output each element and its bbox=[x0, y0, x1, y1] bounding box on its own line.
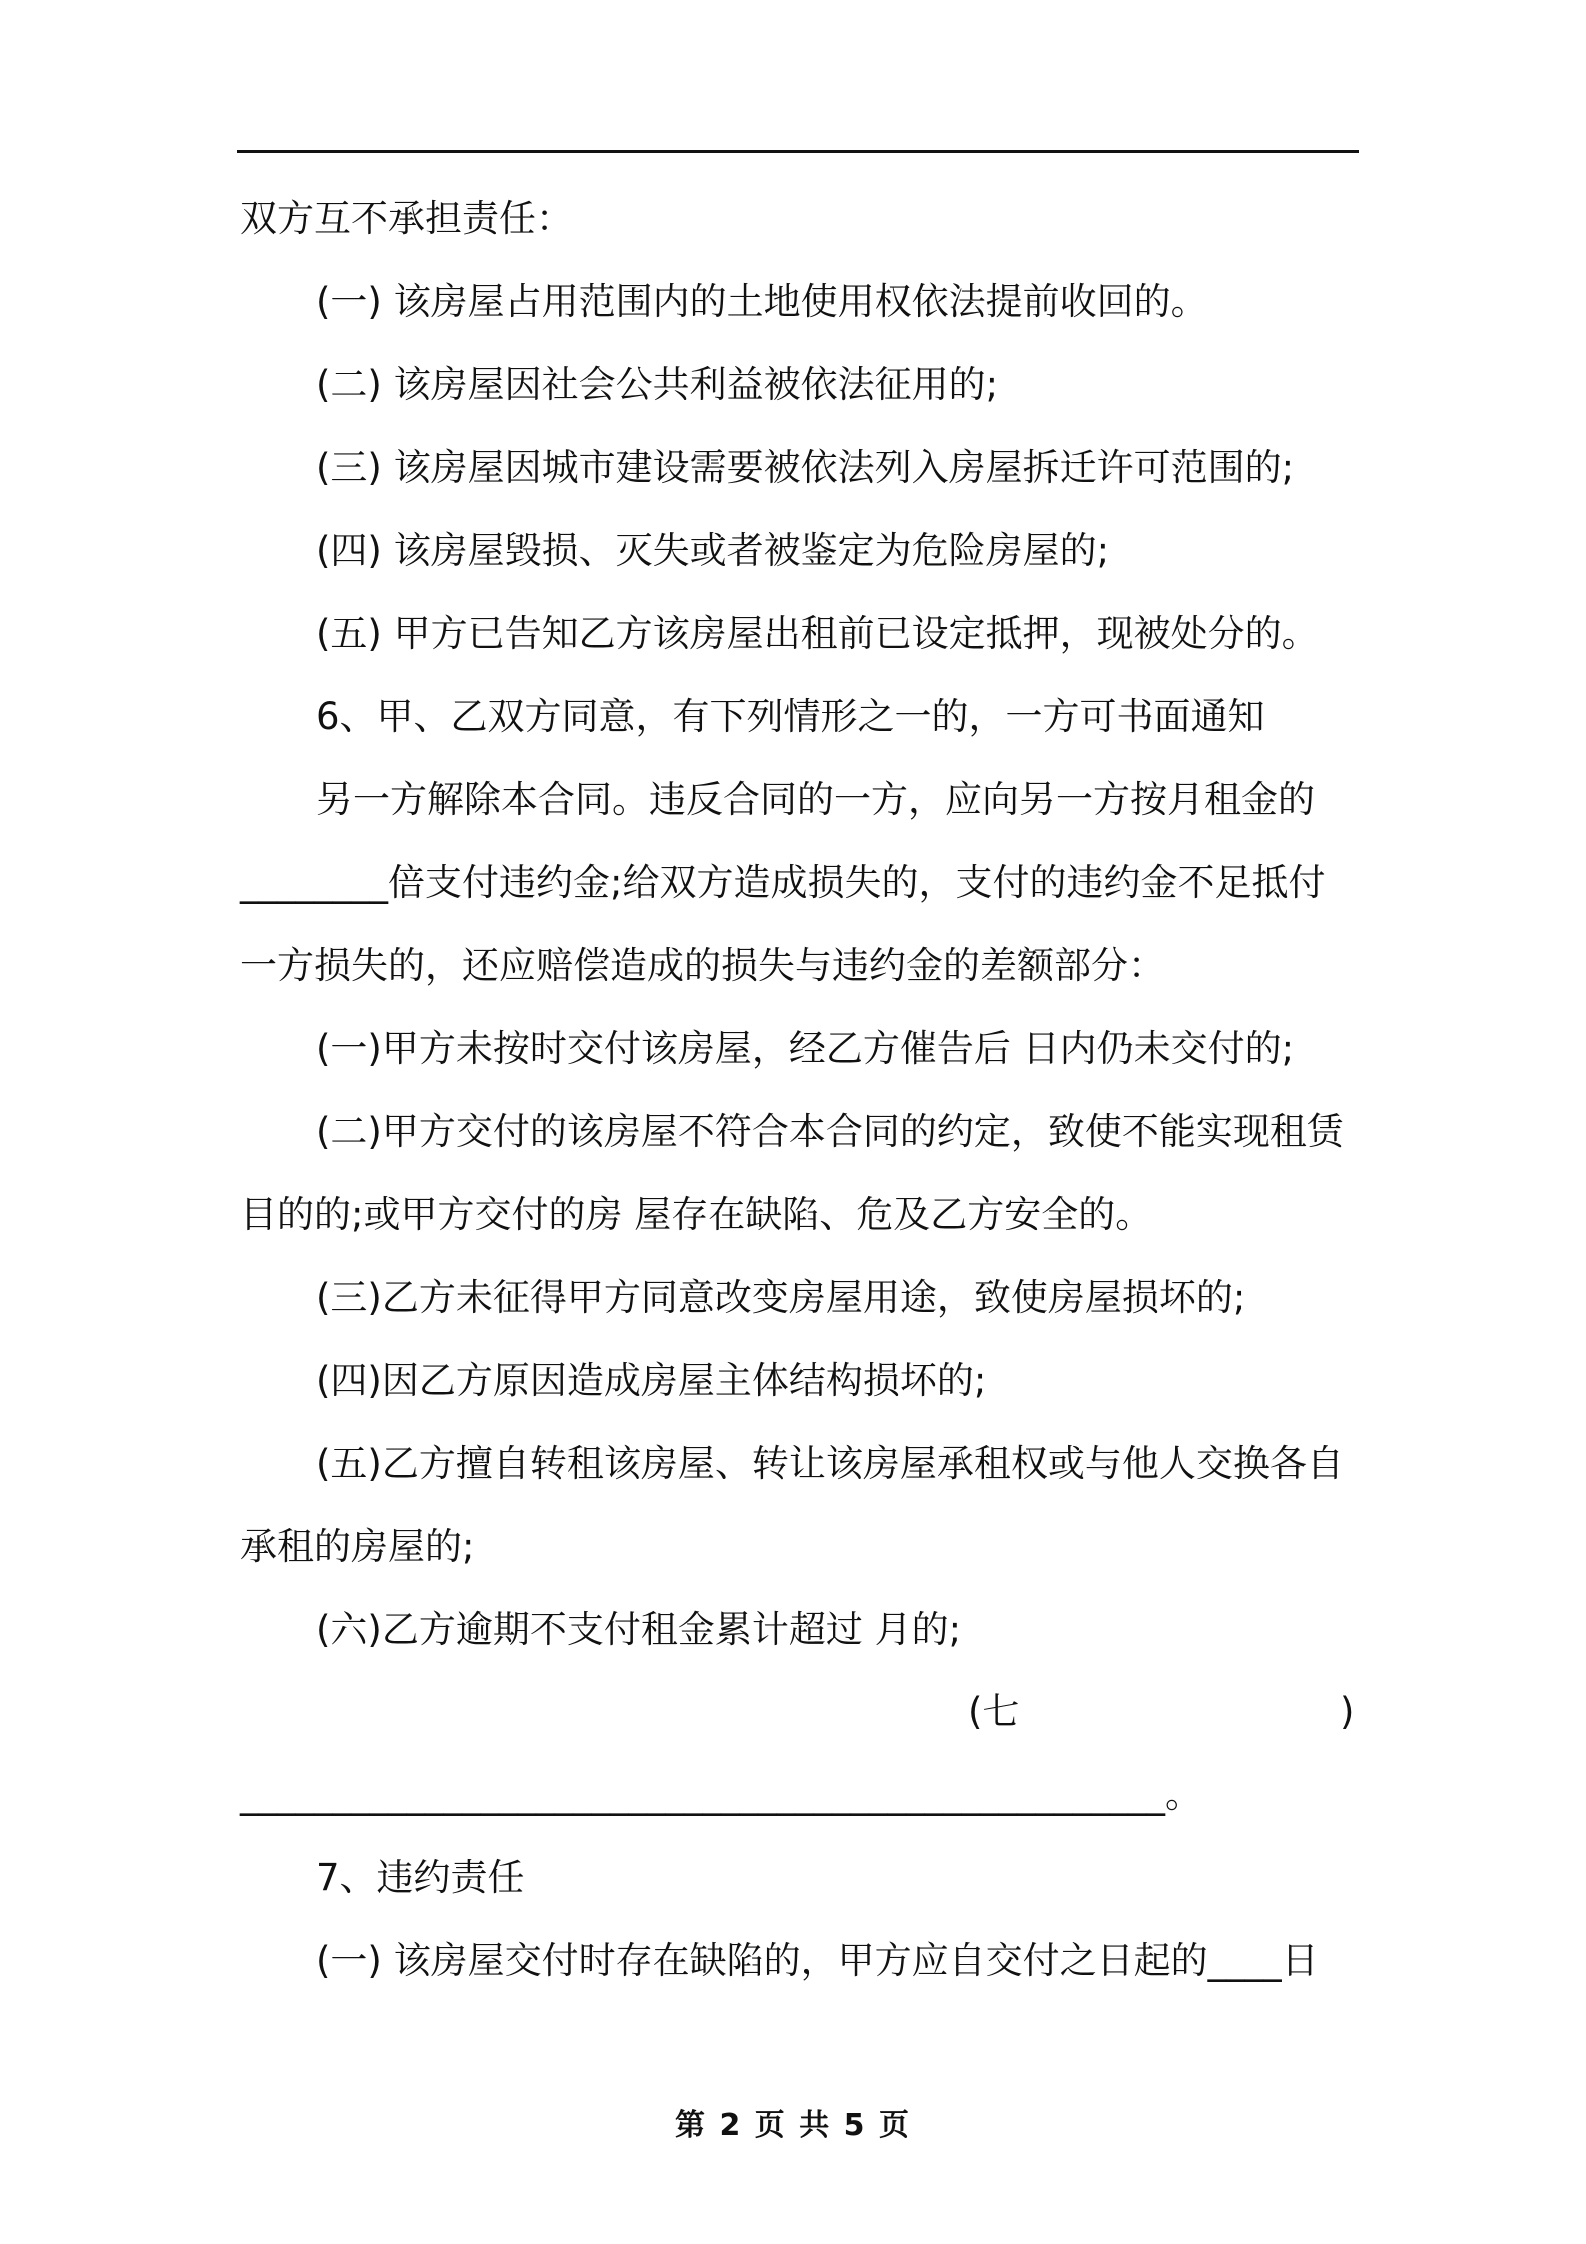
section-6-heading: 6、甲、乙双方同意，有下列情形之一的，一方可书面通知 bbox=[316, 695, 1265, 738]
text-line-intro: 双方互不承担责任： bbox=[240, 197, 573, 240]
item-7-open: (七 bbox=[968, 1690, 1020, 1733]
header-rule bbox=[237, 150, 1359, 153]
blank-fill-line: __________________________________________________。 bbox=[240, 1773, 1202, 1816]
item-7-close: ) bbox=[1340, 1690, 1355, 1733]
clause-item-2: (二) 该房屋因社会公共利益被依法征用的; bbox=[316, 363, 999, 406]
section-6-text: ________倍支付违约金;给双方造成损失的，支付的违约金不足抵付 bbox=[240, 861, 1326, 904]
liability-item-1: (一) 该房屋交付时存在缺陷的，甲方应自交付之日起的____日 bbox=[316, 1939, 1319, 1982]
section-7-heading: 7、违约责任 bbox=[316, 1856, 525, 1899]
termination-item-1: (一)甲方未按时交付该房屋，经乙方催告后 日内仍未交付的; bbox=[316, 1027, 1295, 1070]
clause-item-3: (三) 该房屋因城市建设需要被依法列入房屋拆迁许可范围的; bbox=[316, 446, 1295, 489]
termination-item-2-cont: 目的的;或甲方交付的房 屋存在缺陷、危及乙方安全的。 bbox=[240, 1193, 1153, 1236]
termination-item-7 bbox=[240, 1688, 1365, 1736]
termination-item-5: (五)乙方擅自转租该房屋、转让该房屋承租权或与他人交换各自 bbox=[316, 1442, 1344, 1485]
termination-item-6: (六)乙方逾期不支付租金累计超过 月的; bbox=[316, 1608, 962, 1651]
termination-item-5-cont: 承租的房屋的; bbox=[240, 1525, 475, 1568]
termination-item-3: (三)乙方未征得甲方同意改变房屋用途，致使房屋损坏的; bbox=[316, 1276, 1246, 1319]
clause-item-4: (四) 该房屋毁损、灭失或者被鉴定为危险房屋的; bbox=[316, 529, 1110, 572]
section-6-text: 一方损失的，还应赔偿造成的损失与违约金的差额部分： bbox=[240, 944, 1165, 987]
document-body bbox=[240, 195, 1365, 1985]
page-number: 第 2 页 共 5 页 bbox=[675, 2108, 911, 2143]
section-6-text: 另一方解除本合同。违反合同的一方，应向另一方按月租金的 bbox=[316, 778, 1315, 821]
termination-item-2: (二)甲方交付的该房屋不符合本合同的约定，致使不能实现租赁 bbox=[316, 1110, 1344, 1153]
termination-item-4: (四)因乙方原因造成房屋主体结构损坏的; bbox=[316, 1359, 987, 1402]
clause-item-1: (一) 该房屋占用范围内的土地使用权依法提前收回的。 bbox=[316, 280, 1208, 323]
clause-item-5: (五) 甲方已告知乙方该房屋出租前已设定抵押，现被处分的。 bbox=[316, 612, 1319, 655]
